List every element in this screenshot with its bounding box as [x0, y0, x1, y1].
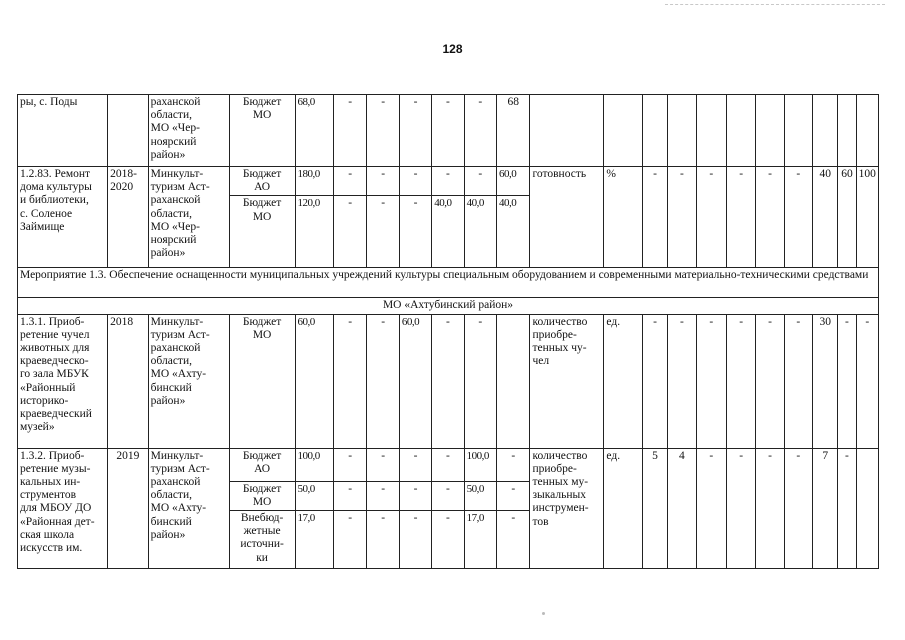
year-value: -: [464, 314, 496, 448]
year-value: -: [334, 167, 367, 196]
indicator-value: -: [726, 448, 755, 568]
year-value: -: [464, 167, 496, 196]
indicator-value: -: [784, 167, 812, 268]
source-label: Бюджет МО: [229, 314, 295, 448]
year-value: 68: [497, 95, 530, 167]
indicator-value: -: [668, 314, 696, 448]
source-total: 50,0: [295, 481, 333, 510]
year-value: 40,0: [432, 196, 464, 268]
year-value: -: [334, 511, 367, 569]
source-label: Внебюд- жетные источни- ки: [229, 511, 295, 569]
indicator-value: 40: [813, 167, 838, 268]
year-value: -: [334, 95, 367, 167]
indicator-value: [838, 95, 856, 167]
indicator-value: -: [784, 448, 812, 568]
indicator-value: -: [668, 167, 696, 268]
indicator-value: [856, 95, 878, 167]
district-row: [18, 298, 879, 314]
year-value: -: [399, 448, 431, 481]
year-value: 40,0: [464, 196, 496, 268]
indicator-value: -: [696, 167, 726, 268]
row-years: 2018: [108, 314, 149, 448]
row-executor: Минкульт- туризм Аст- раханской области, МО «Ахту- бинский район»: [148, 448, 229, 568]
indicator-value: -: [726, 167, 755, 268]
year-value: -: [367, 314, 399, 448]
row-name: 1.3.1. Приоб- ретение чучел животных для краеведческо- го зала МБУК «Районный историко- краеведческий музей»: [18, 314, 108, 448]
source-total: 120,0: [295, 196, 333, 268]
source-total: 180,0: [295, 167, 333, 196]
row-years: 2019: [108, 448, 149, 568]
indicator-value: 7: [813, 448, 838, 568]
indicator-value: -: [726, 314, 755, 448]
indicator-value: -: [838, 448, 856, 568]
unit: [604, 95, 642, 167]
indicator-value: -: [642, 314, 667, 448]
year-value: -: [367, 95, 399, 167]
year-value: -: [497, 481, 530, 510]
indicator-value: -: [756, 448, 784, 568]
year-value: -: [399, 167, 431, 196]
row-executor: Минкульт- туризм Аст- раханской области, МО «Чер- ноярский район»: [148, 167, 229, 268]
measure-title: Мероприятие 1.3. Обеспечение оснащенности муниципальных учреждений культуры специальным оборудованием и современными материально-техническими средствами: [18, 268, 879, 298]
year-value: -: [464, 95, 496, 167]
indicator-value: 100: [856, 167, 878, 268]
source-total: 17,0: [295, 511, 333, 569]
row-years: [108, 95, 149, 167]
year-value: 60,0: [399, 314, 431, 448]
unit: %: [604, 167, 642, 268]
table-row: [18, 167, 879, 196]
year-value: -: [497, 448, 530, 481]
source-total: 60,0: [295, 314, 333, 448]
year-value: -: [432, 511, 464, 569]
source-label: Бюджет АО: [229, 167, 295, 196]
year-value: -: [432, 167, 464, 196]
indicator-value: [784, 95, 812, 167]
table-row: [18, 314, 879, 448]
district-title: МО «Ахтубинский район»: [18, 298, 879, 314]
scan-dot: [542, 612, 545, 615]
indicator-value: [668, 95, 696, 167]
row-name: 1.2.83. Ремонт дома культуры и библиотеки, с. Соленое Займище: [18, 167, 108, 268]
indicator-value: 60: [838, 167, 856, 268]
year-value: -: [334, 448, 367, 481]
indicator-value: -: [756, 167, 784, 268]
table-row: [18, 95, 879, 167]
year-value: -: [432, 481, 464, 510]
indicator-value: -: [856, 314, 878, 448]
source-label: Бюджет МО: [229, 481, 295, 510]
indicator-value: -: [756, 314, 784, 448]
year-value: -: [367, 511, 399, 569]
source-label: Бюджет МО: [229, 95, 295, 167]
indicator-value: [813, 95, 838, 167]
unit: ед.: [604, 448, 642, 568]
indicator-value: -: [696, 314, 726, 448]
measure-row: [18, 268, 879, 298]
indicator-value: 4: [668, 448, 696, 568]
year-value: 17,0: [464, 511, 496, 569]
year-value: -: [367, 196, 399, 268]
year-value: -: [334, 314, 367, 448]
indicator-value: 30: [813, 314, 838, 448]
year-value: 100,0: [464, 448, 496, 481]
scan-artifact-line: [665, 4, 885, 7]
program-table: [17, 94, 879, 569]
indicator: готовность: [530, 167, 604, 268]
table-row: [18, 448, 879, 481]
year-value: -: [399, 481, 431, 510]
year-value: -: [399, 511, 431, 569]
year-value: -: [367, 481, 399, 510]
source-label: Бюджет МО: [229, 196, 295, 268]
indicator-value: [696, 95, 726, 167]
year-value: [497, 314, 530, 448]
year-value: -: [334, 481, 367, 510]
row-executor: раханской области, МО «Чер- ноярский район»: [148, 95, 229, 167]
indicator-value: -: [838, 314, 856, 448]
row-executor: Минкульт- туризм Аст- раханской области, МО «Ахту- бинский район»: [148, 314, 229, 448]
year-value: -: [399, 196, 431, 268]
source-total: 68,0: [295, 95, 333, 167]
page-number: 128: [442, 42, 463, 56]
indicator-value: -: [642, 167, 667, 268]
year-value: -: [367, 448, 399, 481]
indicator-value: 5: [642, 448, 667, 568]
source-label: Бюджет АО: [229, 448, 295, 481]
year-value: -: [399, 95, 431, 167]
year-value: -: [497, 511, 530, 569]
indicator-value: [726, 95, 755, 167]
indicator-value: [856, 448, 878, 568]
year-value: -: [334, 196, 367, 268]
indicator-value: [756, 95, 784, 167]
indicator: количество приобре- тенных чу- чел: [530, 314, 604, 448]
year-value: -: [432, 95, 464, 167]
indicator-value: -: [784, 314, 812, 448]
source-total: 100,0: [295, 448, 333, 481]
indicator: [530, 95, 604, 167]
year-value: 50,0: [464, 481, 496, 510]
year-value: -: [367, 167, 399, 196]
indicator-value: [642, 95, 667, 167]
year-value: 40,0: [497, 196, 530, 268]
row-name: 1.3.2. Приоб- ретение музы- кальных ин- струментов для МБОУ ДО «Районная дет- ская школа искусств им.: [18, 448, 108, 568]
indicator: количество приобре- тенных му- зыкальных инструмен- тов: [530, 448, 604, 568]
indicator-value: -: [696, 448, 726, 568]
row-name: ры, с. Поды: [18, 95, 108, 167]
year-value: 60,0: [497, 167, 530, 196]
year-value: -: [432, 448, 464, 481]
year-value: -: [432, 314, 464, 448]
row-years: 2018- 2020: [108, 167, 149, 268]
unit: ед.: [604, 314, 642, 448]
